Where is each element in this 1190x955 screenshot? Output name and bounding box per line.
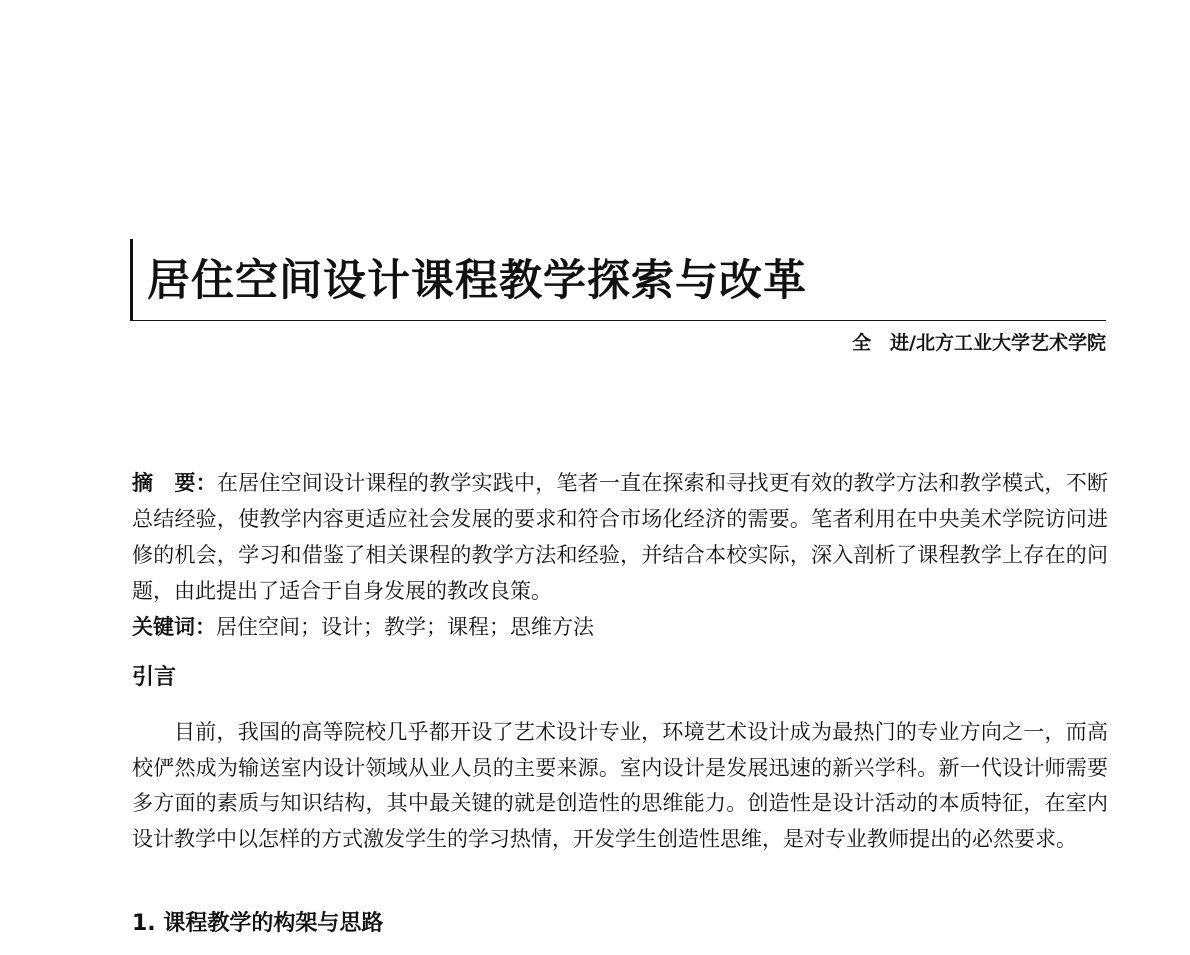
keywords [132, 610, 1108, 644]
author-name: 全 进 [852, 332, 910, 354]
article-title: 居住空间设计课程教学探索与改革 [147, 256, 807, 306]
section-1-heading: 1. 课程教学的构架与思路 [132, 911, 384, 936]
author-affiliation: /北方工业大学艺术学院 [909, 332, 1106, 354]
intro-heading: 引言 [132, 665, 177, 690]
intro-paragraph: 目前，我国的高等院校几乎都开设了艺术设计专业，环境艺术设计成为最热门的专业方向之一，而高校俨然成为输送室内设计领域从业人员的主要来源。室内设计是发展迅速的新兴学科。新一代设计师需要多方面的素质与知识结构，其中最关键的就是创造性的思维能力。创造性是设计活动的本质特征，在室内设计教学中以怎样的方式激发学生的学习热情，开发学生创造性思维，是对专业教师提出的必然要求。 [132, 720, 1108, 851]
byline [852, 330, 1106, 356]
abstract-label: 摘 要： [132, 471, 217, 495]
abstract-text: 在居住空间设计课程的教学实践中，笔者一直在探索和寻找更有效的教学方法和教学模式，不断总结经验，使教学内容更适应社会发展的要求和符合市场化经济的需要。笔者利用在中央美术学院访问进修的机会，学习和借鉴了相关课程的教学方法和经验，并结合本校实际，深入剖析了课程教学上存在的问题，由此提出了适合于自身发展的教改良策。 [132, 471, 1108, 603]
keywords-label: 关键词： [132, 615, 216, 639]
keywords-text: 居住空间；设计；教学；课程；思维方法 [216, 615, 594, 639]
title-block [130, 239, 1106, 321]
abstract [132, 465, 1108, 609]
